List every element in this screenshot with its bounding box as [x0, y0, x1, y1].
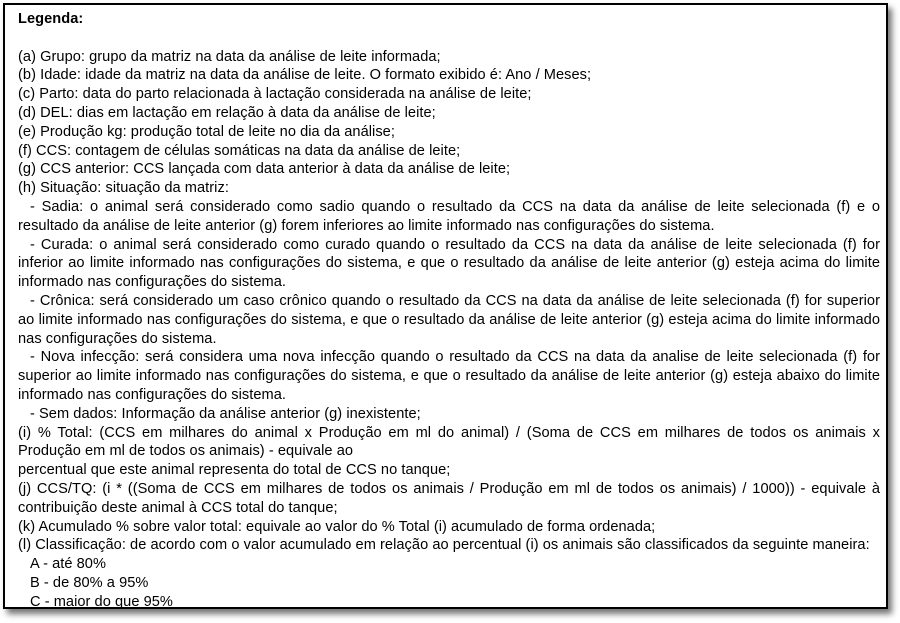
- situation-sem-dados: - Sem dados: Informação da análise anterior (g) inexistente;: [30, 405, 421, 422]
- legend-item-ccs-anterior: (g) CCS anterior: CCS lançada com data anterior à data da análise de leite;: [18, 161, 511, 178]
- legend-item-situacao: (h) Situação: situação da matriz:: [18, 180, 229, 197]
- legend-box: [3, 3, 888, 609]
- class-c: C - maior do que 95%: [30, 593, 173, 610]
- spacer: [18, 29, 880, 48]
- legend-item-classificacao: (l) Classificação: de acordo com o valor acumulado em relação ao percentual (i) os animais são classificados da seguinte maneira:: [18, 537, 870, 554]
- legend-item-total-pct: (i) % Total: (CCS em milhares do animal x Produção em ml do animal) / (Soma de CCS em milhares de todos os animais x Produção em ml de todos os animais) - equivale ao: [18, 424, 880, 460]
- legend-content: [18, 10, 880, 612]
- legend-item-producao: (e) Produção kg: produção total de leite no dia da análise;: [18, 123, 395, 140]
- legend-item-acumulado: (k) Acumulado % sobre valor total: equivale ao valor do % Total (i) acumulado de forma ordenada;: [18, 518, 656, 535]
- legend-item-ccs-tq: (j) CCS/TQ: (i * ((Soma de CCS em milhares de todos os animais / Produção em ml de todos os animais) / 1000)) - equivale à contribuição deste animal à CCS total do tanque;: [18, 480, 880, 516]
- situation-nova-infeccao: - Nova infecção: será considera uma nova infecção quando o resultado da CCS na data da analise de leite selecionada (f) for superior ao limite informado nas configurações do sistema, e que o resultado da análise de leite anterior (g) esteja abaixo do limite informado nas configurações do sistema.: [18, 349, 880, 403]
- legend-item-del: (d) DEL: dias em lactação em relação à data da análise de leite;: [18, 104, 436, 121]
- situation-sadia: - Sadia: o animal será considerado como sadio quando o resultado da CCS na data da análise de leite selecionada (f) e o resultado da análise de leite anterior (g) forem inferiores ao limite informado nas configurações do sistema.: [18, 198, 880, 234]
- legend-item-parto: (c) Parto: data do parto relacionada à lactação considerada na análise de leite;: [18, 86, 532, 103]
- class-b: B - de 80% a 95%: [30, 574, 149, 591]
- class-a: A - até 80%: [30, 556, 106, 573]
- legend-title: Legenda:: [18, 11, 84, 27]
- situation-curada: - Curada: o animal será considerado como curado quando o resultado da CCS na data da análise de leite selecionada (f) for inferior ao limite informado nas configurações do sistema, e que o resultado da análise de leite anterior (g) esteja acima do limite informado nas configurações do sistema.: [18, 236, 880, 291]
- legend-item-grupo: (a) Grupo: grupo da matriz na data da análise de leite informada;: [18, 48, 441, 65]
- legend-item-idade: (b) Idade: idade da matriz na data da análise de leite. O formato exibido é: Ano / Meses;: [18, 67, 592, 84]
- legend-item-ccs: (f) CCS: contagem de células somáticas na data da análise de leite;: [18, 142, 461, 159]
- legend-item-total-pct-cont: percentual que este animal representa do total de CCS no tanque;: [18, 462, 451, 479]
- situation-cronica: - Crônica: será considerado um caso crônico quando o resultado da CCS na data da análise de leite selecionada (f) for superior ao limite informado nas configurações do sistema, e que o resultado da análise de leite anterior (g) esteja acima do limite informado nas configurações do sistema.: [18, 292, 880, 347]
